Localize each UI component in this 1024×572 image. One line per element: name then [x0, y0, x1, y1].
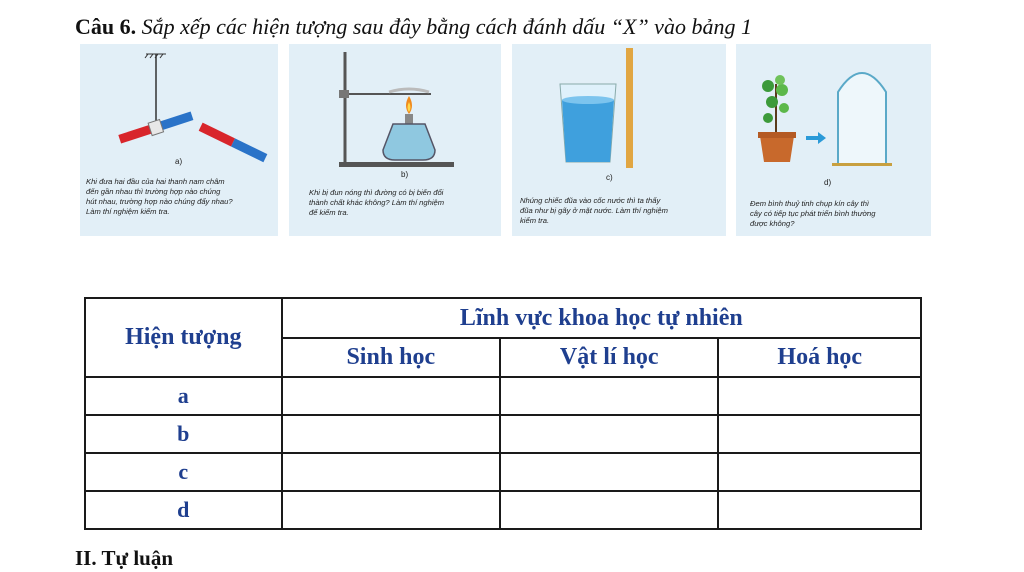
answer-cell[interactable] [718, 377, 921, 415]
section-title: II. Tự luận [75, 546, 174, 570]
table-row [85, 453, 921, 491]
answer-cell[interactable] [718, 491, 921, 529]
row-label-a: a [85, 377, 282, 415]
table-row [85, 415, 921, 453]
panel-d [736, 44, 931, 236]
question-title [75, 14, 752, 40]
panel-b-caption: Khi bị đun nóng thì đường có bị biến đổi thành chất khác không? Làm thí nghiệm để kiểm tra. [309, 188, 445, 217]
panel-c-caption: Nhúng chiếc đũa vào cốc nước thì ta thấy đũa như bị gãy ở mặt nước. Làm thí nghiệm kiểm tra. [520, 196, 668, 225]
column-physics: Vật lí học [500, 338, 718, 377]
column-biology: Sinh học [282, 338, 500, 377]
panel-c [512, 44, 726, 236]
panel-a [80, 44, 278, 236]
table-row [85, 491, 921, 529]
row-label-c: c [85, 453, 282, 491]
row-label-d: d [85, 491, 282, 529]
answer-cell[interactable] [718, 453, 921, 491]
answer-cell[interactable] [282, 415, 500, 453]
row-label-b: b [85, 415, 282, 453]
question-label: Câu 6. [75, 14, 137, 39]
panel-b-label: b) [401, 170, 409, 179]
answer-cell[interactable] [500, 491, 718, 529]
panel-a-caption: Khi đưa hai đầu của hai thanh nam châm đến gần nhau thì trường hợp nào chúng hút nhau, trường hợp nào chúng đẩy nhau? Làm thí nghiệm kiểm tra. [86, 177, 233, 216]
answer-cell[interactable] [500, 377, 718, 415]
header-science-field: Lĩnh vực khoa học tự nhiên [282, 298, 921, 338]
table-row [85, 377, 921, 415]
panel-a-label: a) [175, 157, 183, 166]
panel-c-label: c) [606, 173, 613, 182]
panel-d-label: d) [824, 178, 832, 187]
answer-cell[interactable] [718, 415, 921, 453]
column-chemistry: Hoá học [718, 338, 921, 377]
answer-cell[interactable] [282, 491, 500, 529]
question-text: Sắp xếp các hiện tượng sau đây bằng cách đánh dấu “X” vào bảng 1 [141, 14, 752, 39]
answer-cell[interactable] [282, 377, 500, 415]
classification-table [84, 297, 922, 530]
answer-cell[interactable] [500, 453, 718, 491]
answer-cell[interactable] [282, 453, 500, 491]
panel-d-caption: Đem bình thuỷ tinh chụp kín cây thì cây có tiếp tục phát triển bình thường được không? [750, 199, 876, 228]
header-phenomenon: Hiện tượng [85, 298, 282, 377]
answer-cell[interactable] [500, 415, 718, 453]
panel-b [289, 44, 501, 236]
